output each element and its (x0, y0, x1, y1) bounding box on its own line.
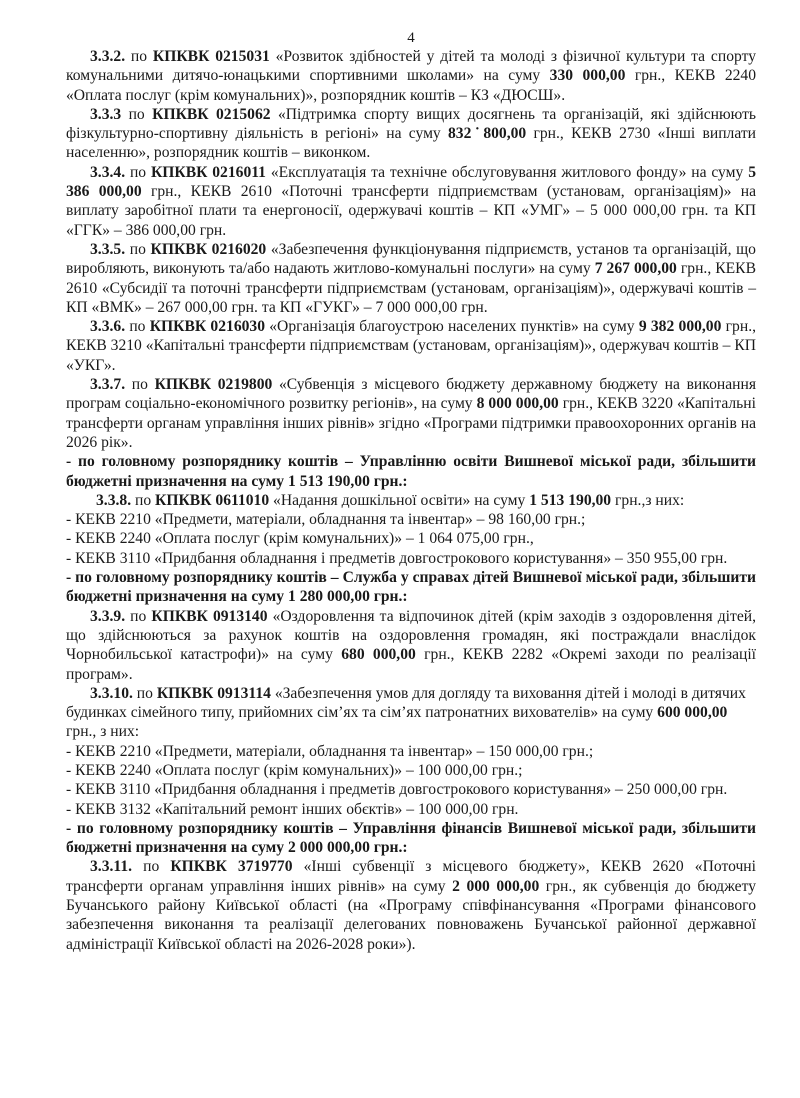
kpkvk-code: КПКВК 0216020 (150, 240, 267, 258)
text: по (125, 240, 151, 258)
paragraph-3-3-6 (66, 317, 756, 375)
amount: 832˙800,00 (448, 125, 527, 143)
paragraph-3-3-3 (66, 105, 756, 163)
text: грн., КЕКВ 2240 «Оплата послуг (крім комунальних)», розпорядник коштів – КЗ «ДЮСШ». (66, 67, 757, 104)
paragraph-3-3-10 (66, 684, 756, 742)
item-number: 3.3.5. (90, 240, 126, 258)
kpkvk-code: КПКВК 0216030 (149, 318, 266, 336)
text: по (132, 684, 157, 702)
item-number: 3.3.4. (90, 163, 126, 181)
paragraph-3-3-4 (66, 163, 756, 240)
breakdown-line: - КЕКВ 2210 «Предмети, матеріали, обладнання та інвентар» – 98 160,00 грн.; (66, 511, 586, 529)
item-number: 3.3.8. (96, 491, 132, 509)
text: «Підтримка спорту вищих досягнень та організацій, які здійснюють фізкультурно-спортивну діяльність в регіоні» на суму (66, 105, 756, 143)
amount: 2 000 000,00 (452, 877, 540, 895)
text: «Організація благоустрою населених пунктів» на суму (265, 318, 639, 336)
paragraph-3-3-8 (66, 491, 756, 510)
text: «Експлуатація та технічне обслуговування житлового фонду» на суму (265, 163, 749, 181)
item-number: 3.3.9. (90, 607, 126, 625)
page-number: 4 (407, 30, 415, 46)
amount: 7 267 000,00 (594, 260, 677, 278)
breakdown-line: - КЕКВ 2240 «Оплата послуг (крім комунальних)» – 1 064 075,00 грн., (66, 530, 534, 548)
kpkvk-code: КПКВК 0913114 (156, 684, 271, 702)
text: по (125, 376, 155, 394)
text: «Інші субвенції з місцевого бюджету», КЕКВ 2620 «Поточні трансферти органам управління інших рівнів» на суму (66, 858, 756, 895)
paragraph-3-3-7 (66, 375, 756, 452)
kpkvk-code: КПКВК 0219800 (154, 376, 273, 394)
amount: 330 000,00 (549, 67, 626, 85)
item-number: 3.3.11. (90, 858, 133, 876)
document-page (66, 30, 756, 954)
text: грн., КЕКВ 2610 «Субсидії та поточні трансферти підприємствам (установам, організаціям)», одержувачі коштів – КП «ВМК» – 267 000,00 грн. та КП «ГУКГ» – 7 000 000,00 грн. (66, 260, 756, 316)
paragraph-3-3-5 (66, 240, 756, 317)
kpkvk-code: КПКВК 0215031 (152, 48, 270, 65)
item-number: 3.3.3 (90, 105, 122, 123)
item-number: 3.3.2. (90, 48, 126, 65)
paragraph-3-3-9 (66, 607, 756, 684)
text: грн., КЕКВ 2282 «Окремі заходи по реалізації програм». (66, 646, 756, 683)
breakdown-line: - КЕКВ 3110 «Придбання обладнання і предметів довгострокового користування» – 350 955,00 грн. (66, 549, 728, 567)
text: грн., як субвенція до бюджету Бучанського району Київської області (на «Програму співфінансування «Програми фінансового забезпечення виконання та реалізації делегованих повноважень Бучанської районної державної адміністрації Київської області на 2026-2028 роки»). (66, 877, 756, 953)
text: по (125, 607, 152, 625)
text: «Забезпечення функціонування підприємств, установ та організацій, що виробляють, виконують та/або надають житлово-комунальні послуги» на суму (66, 240, 756, 278)
amount: 8 000 000,00 (476, 395, 559, 413)
text: грн., з них: (66, 723, 140, 741)
text: грн.,з них: (611, 491, 685, 509)
text: по (132, 858, 171, 876)
text: грн., КЕКВ 2730 «Інші виплати населенню», розпорядник коштів – виконком. (66, 125, 756, 162)
item-number: 3.3.7. (90, 376, 126, 394)
text: по (125, 318, 150, 336)
text: «Забезпечення умов для догляду та виховання дітей і молоді в дитячих будинках сімейного типу, прийомних сім’ях та сім’ях патронатних вихователів» на суму (66, 684, 746, 722)
paragraph-3-3-2 (66, 47, 756, 105)
amount: 1 513 190,00 (529, 491, 612, 509)
text: «Розвиток здібностей у дітей та молоді з фізичної культури та спорту комунальними дитячо-юнацькими спортивними школами» на суму (66, 48, 756, 85)
breakdown-line: - КЕКВ 3110 «Придбання обладнання і предметів довгострокового користування» – 250 000,00 грн. (66, 781, 728, 799)
amount: 600 000,00 (657, 704, 728, 722)
text: по (121, 105, 153, 123)
text: грн., КЕКВ 2610 «Поточні трансферти підприємствам (установам, організаціям)» на виплату заробітної плати та енергоносії, одержувачі коштів – КП «УМГ» – 5 000 000,00 грн. та КП «ГГК» – 386 000,00 грн. (66, 183, 757, 239)
text: грн., КЕКВ 3210 «Капітальні трансферти підприємствам (установам, організаціям)», одержувач коштів – КП «УКГ». (66, 318, 756, 374)
paragraph-3-3-11 (66, 857, 756, 953)
kpkvk-code: КПКВК 3719770 (170, 858, 293, 876)
text: по (125, 48, 153, 65)
text: по (125, 163, 151, 181)
item-number: 3.3.10. (90, 684, 133, 702)
section-header-education: - по головному розпоряднику коштів – Управлінню освіти Вишневої міської ради, збільшити бюджетні призначення на суму 1 513 190,00 грн.: (66, 453, 756, 490)
kpkvk-code: КПКВК 0913140 (151, 607, 268, 625)
text: грн., КЕКВ 3220 «Капітальні трансферти органам управління інших рівнів» згідно «Програми підтримки правоохоронних органів на 2026 рік». (66, 395, 756, 451)
kpkvk-code: КПКВК 0611010 (155, 491, 270, 509)
text: «Оздоровлення та відпочинок дітей (крім заходів з оздоровлення дітей, що здійснюються за рахунок коштів на оздоровлення громадян, які постраждали внаслідок Чорнобильської катастрофи)» на суму (66, 607, 756, 664)
section-header-children: - по головному розпоряднику коштів – Служба у справах дітей Вишневої міської ради, збільшити бюджетні призначення на суму 1 280 000,00 грн.: (66, 569, 756, 606)
text: по (131, 491, 156, 509)
amount: 9 382 000,00 (638, 318, 722, 336)
amount: 680 000,00 (341, 646, 416, 664)
amount: 5 386 000,00 (66, 163, 756, 201)
breakdown-line: - КЕКВ 2210 «Предмети, матеріали, обладнання та інвентар» – 150 000,00 грн.; (66, 742, 594, 760)
section-header-finance: - по головному розпоряднику коштів – Управління фінансів Вишневої міської ради, збільшити бюджетні призначення на суму 2 000 000,00 грн.: (66, 819, 756, 857)
text: «Надання дошкільної освіти» на суму (269, 491, 530, 509)
kpkvk-code: КПКВК 0216011 (150, 163, 266, 181)
breakdown-line: - КЕКВ 2240 «Оплата послуг (крім комунальних)» – 100 000,00 грн.; (66, 761, 523, 779)
text: «Субвенція з місцевого бюджету державному бюджету на виконання програм соціально-економічного розвитку регіонів», на суму (66, 376, 756, 413)
breakdown-line: - КЕКВ 3132 «Капітальний ремонт інших обєктів» – 100 000,00 грн. (66, 800, 519, 818)
item-number: 3.3.6. (90, 318, 126, 336)
kpkvk-code: КПКВК 0215062 (152, 105, 271, 123)
